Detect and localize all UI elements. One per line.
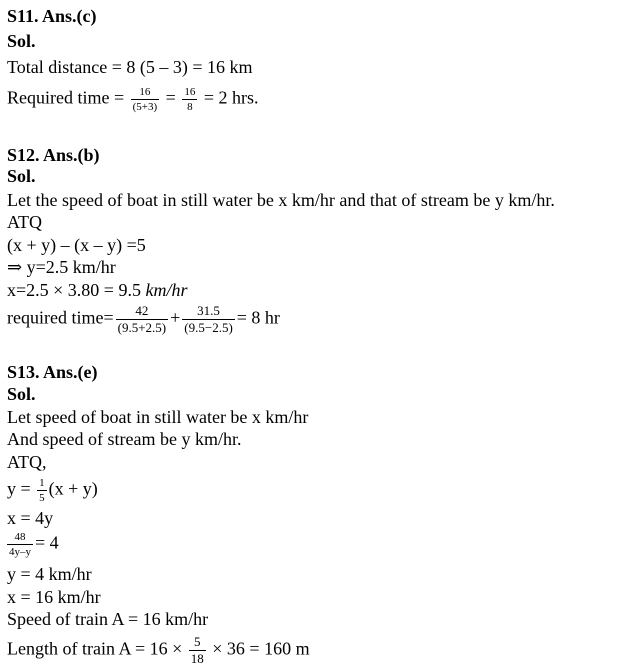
s12-f1-denominator: (9.5+2.5) [117,320,167,335]
s13-sol-label: Sol. [7,384,36,404]
s13-atq: ATQ, [7,452,47,472]
s12-equation: (x + y) – (x – y) =5 [7,235,146,255]
s12-fraction-2 [182,304,235,335]
s11-f2-denominator: 8 [182,99,197,113]
s12-f2-denominator: (9.5−2.5) [184,320,233,335]
s12-heading: S12. Ans.(b) [7,145,100,165]
s11-heading: S11. Ans.(c) [7,6,97,26]
s13-ratio-numerator: 48 [14,531,26,543]
s12-atq: ATQ [7,212,42,232]
s11-f1-numerator: 16 [139,86,151,98]
s11-fraction-2 [182,86,197,113]
s13-f-numerator: 1 [39,477,45,489]
s13-ratio-equation [7,531,59,558]
s13-length-prefix: Length of train A = 16 × [7,638,187,659]
s11-f2-numerator: 16 [184,86,196,98]
s11-time-prefix: Required time = [7,87,129,108]
s13-length-denominator: 18 [190,651,204,666]
s12-f2-numerator: 31.5 [197,303,220,318]
s11-equals: = [161,87,181,108]
s13-train-length [7,635,310,666]
s13-fraction-5-18 [189,635,206,666]
s12-stream-speed: ⇒ y=2.5 km/hr [7,257,116,277]
s13-y-suffix: (x + y) [48,478,98,499]
s11-time-result: = 2 hrs. [199,87,259,108]
s12-boat-speed-text: x=2.5 × 3.80 = 9.5 [7,280,146,300]
s11-sol-label: Sol. [7,31,36,51]
s13-y-prefix: y = [7,478,36,499]
s12-plus: + [170,307,181,328]
s13-heading: S13. Ans.(e) [7,362,98,382]
s12-boat-speed-unit: km/hr [145,280,188,300]
s12-time-result: = 8 hr [236,307,280,328]
s12-boat-speed [7,279,187,301]
s12-required-time [7,304,280,335]
s13-length-result: × 36 = 160 m [207,638,310,659]
s13-stream-speed-definition: And speed of stream be y km/hr. [7,429,242,449]
s13-f-denominator: 5 [39,492,45,504]
s13-x-equation: x = 4y [7,508,54,528]
s13-length-numerator: 5 [194,634,201,649]
s11-fraction-1 [131,86,160,113]
s11-f1-denominator: (5+3) [132,101,158,113]
s12-sol-label: Sol. [7,166,36,186]
s13-ratio-result: = 4 [35,532,59,553]
s12-time-prefix: required time= [7,307,114,328]
s11-total-distance: Total distance = 8 (5 – 3) = 16 km [7,57,253,77]
s13-train-speed: Speed of train A = 16 km/hr [7,609,209,629]
s13-ratio-denominator: 4y–y [9,546,31,558]
s13-boat-speed-definition: Let speed of boat in still water be x km/hr [7,407,309,427]
s13-fraction-one-fifth [37,477,47,504]
s13-y-value: y = 4 km/hr [7,564,92,584]
s13-fraction-48 [7,531,33,558]
s12-fraction-1 [116,304,169,335]
s12-speed-definition: Let the speed of boat in still water be x km/hr and that of stream be y km/hr. [7,190,555,210]
s13-x-value: x = 16 km/hr [7,587,101,607]
s12-f1-numerator: 42 [135,303,149,318]
s11-required-time [7,86,258,113]
s13-y-equation [7,477,98,504]
